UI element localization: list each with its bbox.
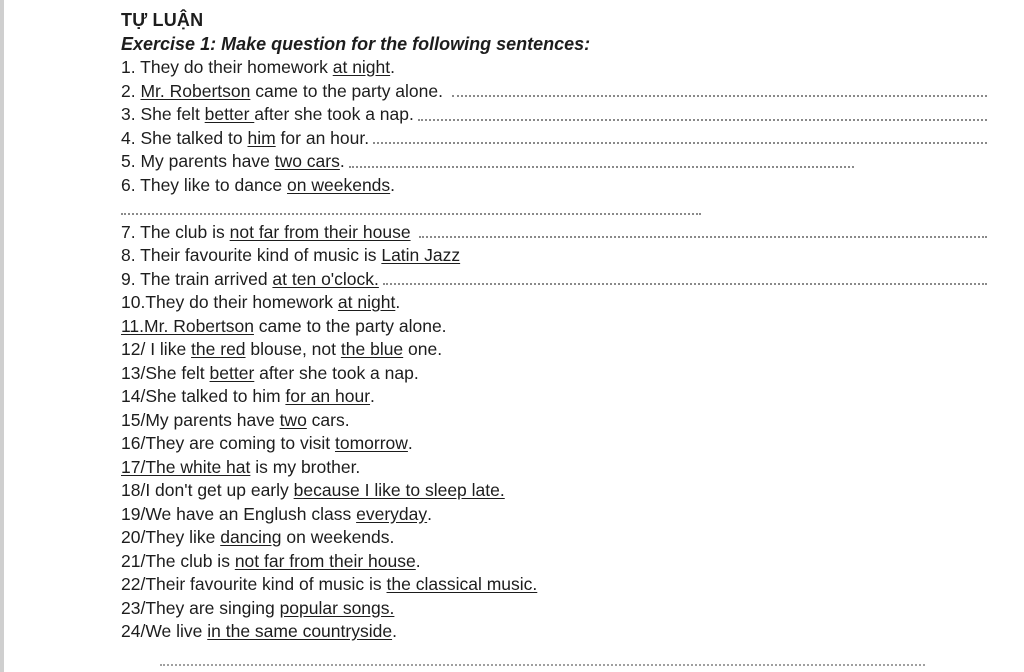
sentence-text: 14/She talked to him (121, 386, 286, 406)
sentence-line (121, 80, 1001, 104)
underlined-phrase: two cars (274, 151, 340, 171)
sentence-text: after she took a nap. (254, 104, 414, 124)
page-edge-divider (0, 0, 4, 672)
underlined-phrase: at night (332, 57, 391, 77)
sentence-text: for an hour. (275, 127, 370, 148)
sentence-text: 5. My parents have (121, 151, 275, 171)
sentence-line (121, 409, 1001, 433)
sentence-line (121, 479, 1001, 503)
sentence-text: on weekends. (281, 527, 395, 547)
sentence-text: 15/My parents have (121, 409, 280, 430)
sentence-line (121, 550, 1001, 574)
sentence-text: 20/They like (121, 527, 221, 547)
sentence-text: . (339, 151, 345, 171)
underlined-phrase: him (247, 127, 276, 148)
sentence-text: came to the party alone. (250, 80, 448, 101)
sentence-line (121, 150, 1001, 174)
sentence-line (121, 503, 1001, 527)
sentence-line (121, 338, 1001, 362)
sentence-text: . (390, 57, 396, 77)
underlined-phrase: for an hour (285, 386, 371, 406)
underlined-phrase: 17/The white hat (121, 456, 251, 477)
sentence-line (121, 526, 1001, 550)
underlined-phrase: at night (337, 292, 396, 312)
sentence-text: . (407, 433, 413, 453)
underlined-phrase: better (204, 104, 255, 124)
answer-dotted-line (419, 236, 987, 238)
sentence-text: 16/They are coming to visit (121, 433, 335, 453)
underlined-phrase: popular songs. (279, 597, 395, 618)
sentence-line (121, 221, 1001, 245)
sentence-text: . (415, 550, 421, 571)
sentence-text: 1. They do their homework (121, 57, 333, 77)
sentence-text: 21/The club is (121, 550, 235, 571)
underlined-phrase: Latin Jazz (381, 245, 461, 265)
sentence-text: 3. She felt (121, 104, 205, 124)
underlined-phrase: at ten o'clock. (272, 268, 379, 289)
sentence-list (121, 56, 1001, 644)
sentence-text: . (395, 292, 401, 312)
underlined-phrase: not far from their house (229, 221, 411, 242)
answer-dotted-line-bottom (160, 664, 925, 666)
answer-dotted-line (452, 95, 987, 97)
sentence-text: 18/I don't get up early (121, 480, 294, 500)
sentence-line (121, 127, 1001, 151)
sentence-text: 13/She felt (121, 362, 210, 383)
underlined-phrase: on weekends (287, 174, 391, 195)
sentence-text: . (390, 174, 396, 195)
underlined-phrase: because I like to sleep late. (293, 480, 505, 500)
underlined-phrase: the classical music. (386, 574, 538, 594)
underlined-phrase: two (279, 409, 307, 430)
sentence-text: 4. She talked to (121, 127, 248, 148)
underlined-phrase: better (209, 362, 255, 383)
sentence-text: is my brother. (250, 456, 361, 477)
underlined-phrase: not far from their house (234, 550, 416, 571)
sentence-line (121, 103, 1001, 127)
sentence-text: . (370, 386, 375, 406)
answer-dotted-line (121, 197, 1001, 221)
sentence-text: 7. The club is (121, 221, 230, 242)
sentence-text: 23/They are singing (121, 597, 280, 618)
sentence-text: 24/We live (121, 621, 208, 641)
sentence-line (121, 362, 1001, 386)
answer-dotted-line (383, 283, 987, 285)
sentence-text: 8. Their favourite kind of music is (121, 245, 382, 265)
sentence-line (121, 268, 1001, 292)
sentence-text: 9. The train arrived (121, 268, 273, 289)
underlined-phrase: dancing (220, 527, 282, 547)
sentence-line (121, 597, 1001, 621)
sentence-line (121, 620, 1001, 644)
answer-dotted-line (418, 119, 987, 121)
sentence-text: 19/We have an Englush class (121, 503, 357, 524)
sentence-text: 12/ I like (121, 339, 192, 359)
sentence-text: . (392, 621, 397, 641)
underlined-phrase: in the same countryside (207, 621, 393, 641)
sentence-line (121, 174, 1001, 198)
answer-dotted-line (349, 166, 854, 168)
worksheet (121, 8, 1001, 644)
underlined-phrase: 11.Mr. Robertson (121, 315, 254, 336)
sentence-line (121, 315, 1001, 339)
sentence-text: 10.They do their homework (121, 292, 338, 312)
sentence-line (121, 456, 1001, 480)
underlined-phrase: the red (191, 339, 246, 359)
answer-dotted-line (373, 142, 987, 144)
underlined-phrase: the blue (340, 339, 404, 359)
worksheet-title: TỰ LUẬN (121, 10, 204, 30)
underlined-phrase: tomorrow (334, 433, 408, 453)
underlined-phrase: everyday (356, 503, 428, 524)
sentence-text: after she took a nap. (254, 362, 419, 383)
sentence-text (411, 221, 416, 245)
sentence-text: cars. (306, 409, 350, 430)
sentence-text: 2. (121, 80, 141, 101)
sentence-text: came to the party alone. (253, 315, 447, 336)
sentence-line (121, 432, 1001, 456)
answer-dotted-line (121, 213, 701, 215)
sentence-line (121, 573, 1001, 597)
exercise-instruction: Exercise 1: Make question for the following sentences: (121, 34, 591, 54)
sentence-text: 22/Their favourite kind of music is (121, 574, 387, 594)
sentence-text: . (427, 503, 432, 524)
underlined-phrase: Mr. Robertson (140, 80, 251, 101)
sentence-text: blouse, not (245, 339, 341, 359)
sentence-line (121, 385, 1001, 409)
sentence-line (121, 244, 1001, 268)
sentence-text: one. (403, 339, 443, 359)
sentence-text: 6. They like to dance (121, 174, 288, 195)
sentence-line (121, 291, 1001, 315)
sentence-line (121, 56, 1001, 80)
